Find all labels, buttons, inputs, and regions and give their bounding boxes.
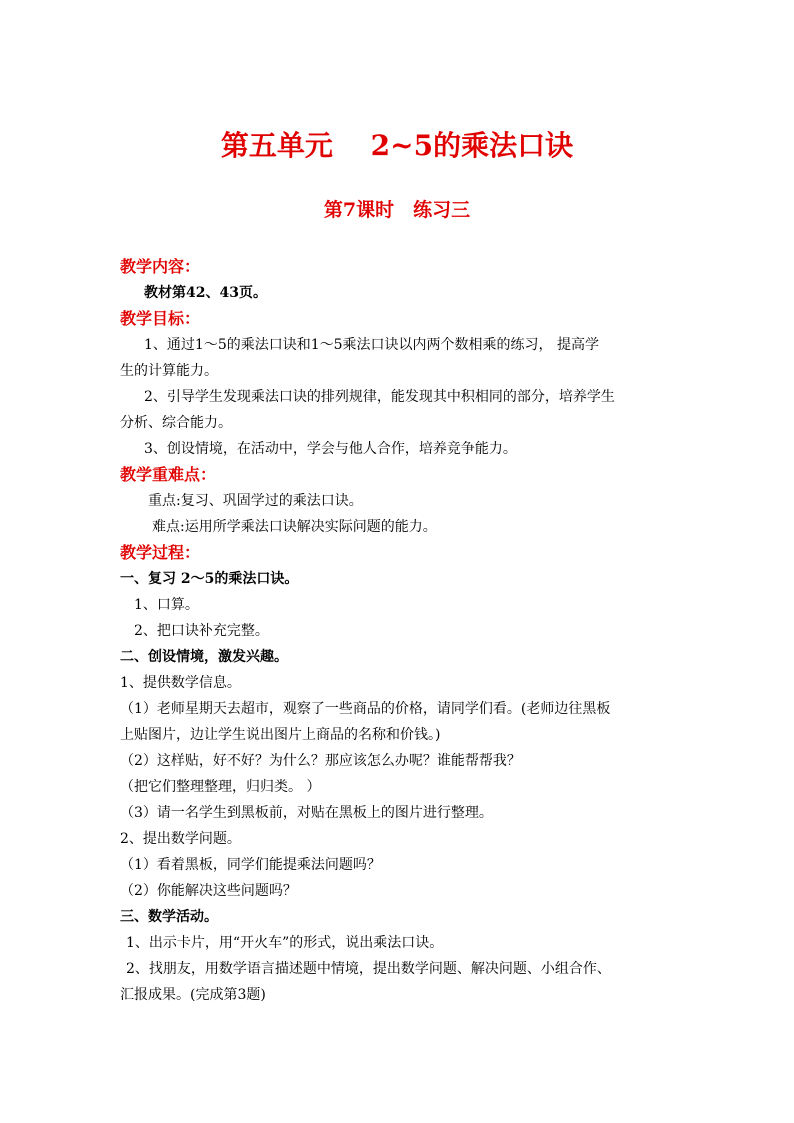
process-line: 2、把口诀补充完整。 <box>134 623 269 639</box>
goal-line: 1、通过1～5的乘法口诀和1～5乘法口诀以内两个数相乘的练习， 提高学 <box>144 337 599 353</box>
process-line: 1、出示卡片，用“开火车”的形式，说出乘法口诀。 <box>126 935 444 951</box>
document-body <box>120 254 680 1008</box>
process-line: （2）你能解决这些问题吗？ <box>120 883 297 899</box>
process-line: （2）这样贴，好不好？为什么？那应该怎么办呢？谁能帮帮我？ <box>120 753 521 769</box>
process-line: （把它们整理整理，归归类。 ） <box>120 779 321 795</box>
content-text: 教材第42、43页。 <box>144 285 267 301</box>
process-line: （1）老师星期天去超市，观察了一些商品的价格，请同学们看。(老师边往黑板 <box>120 701 611 717</box>
process-step-heading: 一、复习 2～5的乘法口诀。 <box>120 571 299 587</box>
process-line: 上贴图片，边让学生说出图片上商品的名称和价钱。) <box>120 727 441 743</box>
process-step-heading: 三、数学活动。 <box>120 909 218 925</box>
lesson-subtitle: 第7课时 练习三 <box>323 199 471 221</box>
document-title: 第五单元 2~5的乘法口诀 <box>220 129 574 162</box>
section-heading-goals: 教学目标： <box>120 309 201 328</box>
section-heading-keypoints: 教学重难点： <box>120 465 217 484</box>
section-heading-process: 教学过程： <box>120 543 201 562</box>
process-line: （1）看着黑板，同学们能提乘法问题吗？ <box>120 857 381 873</box>
keypoint-line: 难点:运用所学乘法口诀解决实际问题的能力。 <box>152 519 437 535</box>
process-line: （3）请一名学生到黑板前，对贴在黑板上的图片进行整理。 <box>120 805 493 821</box>
goal-line: 2、引导学生发现乘法口诀的排列规律，能发现其中积相同的部分，培养学生 <box>144 389 615 405</box>
goal-line: 生的计算能力。 <box>120 363 218 379</box>
process-line: 1、提供数学信息。 <box>120 675 241 691</box>
section-heading-content: 教学内容： <box>120 257 201 276</box>
process-line: 1、口算。 <box>134 597 199 613</box>
process-line: 汇报成果。(完成第3题) <box>120 987 266 1003</box>
process-line: 2、找朋友，用数学语言描述题中情境，提出数学问题、解决问题、小组合作、 <box>126 961 611 977</box>
goal-line: 3、创设情境，在活动中，学会与他人合作，培养竞争能力。 <box>144 441 517 457</box>
process-line: 2、提出数学问题。 <box>120 831 241 847</box>
keypoint-line: 重点:复习、巩固学过的乘法口诀。 <box>148 493 363 509</box>
process-step-heading: 二、创设情境，激发兴趣。 <box>120 649 288 665</box>
goal-line: 分析、综合能力。 <box>120 415 232 431</box>
